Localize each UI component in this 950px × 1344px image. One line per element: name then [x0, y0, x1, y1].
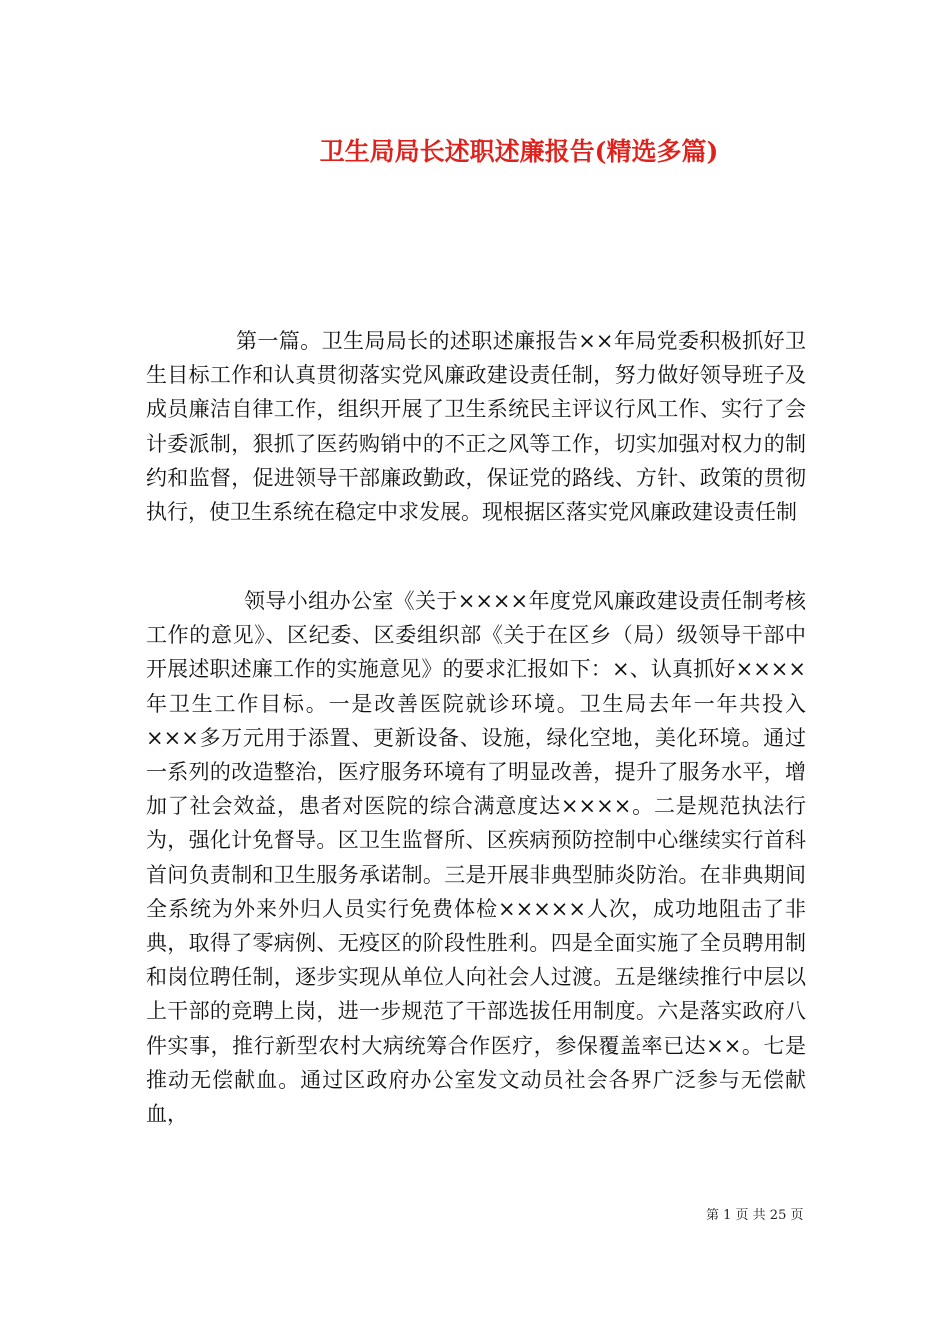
document-title: 卫生局局长述职述廉报告(精选多篇)	[319, 137, 719, 166]
page-number: 第 1 页 共 25 页	[706, 1208, 804, 1223]
paragraph-2: 领导小组办公室《关于××××年度党风廉政建设责任制考核工作的意见》、区纪委、区委组织部《关于在区乡（局）级领导干部中开展述职述廉工作的实施意见》的要求汇报如下：×、认真抓好××××年卫生工作目标。一是改善医院就诊环境。卫生局去年一年共投入×××多万元用于添置、更新设备、设施，绿化空地，美化环境。通过一系列的改造整治，医疗服务环境有了明显改善，提升了服务水平，增加了社会效益，患者对医院的综合满意度达××××。二是规范执法行为，强化计免督导。区卫生监督所、区疾病预防控制中心继续实行首科首问负责制和卫生服务承诺制。三是开展非典型肺炎防治。在非典期间全系统为外来外归人员实行免费体检×××××人次，成功地阻击了非典，取得了零病例、无疫区的阶段性胜利。四是全面实施了全员聘用制和岗位聘任制，逐步实现从单位人向社会人过渡。五是继续推行中层以上干部的竞聘上岗，进一步规范了干部选拔任用制度。六是落实政府八件实事，推行新型农村大病统筹合作医疗，参保覆盖率已达××。七是推动无偿献血。通过区政府办公室发文动员社会各界广泛参与无偿献血，	[146, 589, 806, 1127]
paragraph-1: 第一篇。卫生局局长的述职述廉报告××年局党委积极抓好卫生目标工作和认真贯彻落实党风廉政建设责任制，努力做好领导班子及成员廉洁自律工作，组织开展了卫生系统民主评议行风工作、实行了会计委派制，狠抓了医药购销中的不正之风等工作，切实加强对权力的制约和监督，促进领导干部廉政勤政，保证党的路线、方针、政策的贯彻执行，使卫生系统在稳定中求发展。现根据区落实党风廉政建设责任制	[146, 329, 806, 525]
